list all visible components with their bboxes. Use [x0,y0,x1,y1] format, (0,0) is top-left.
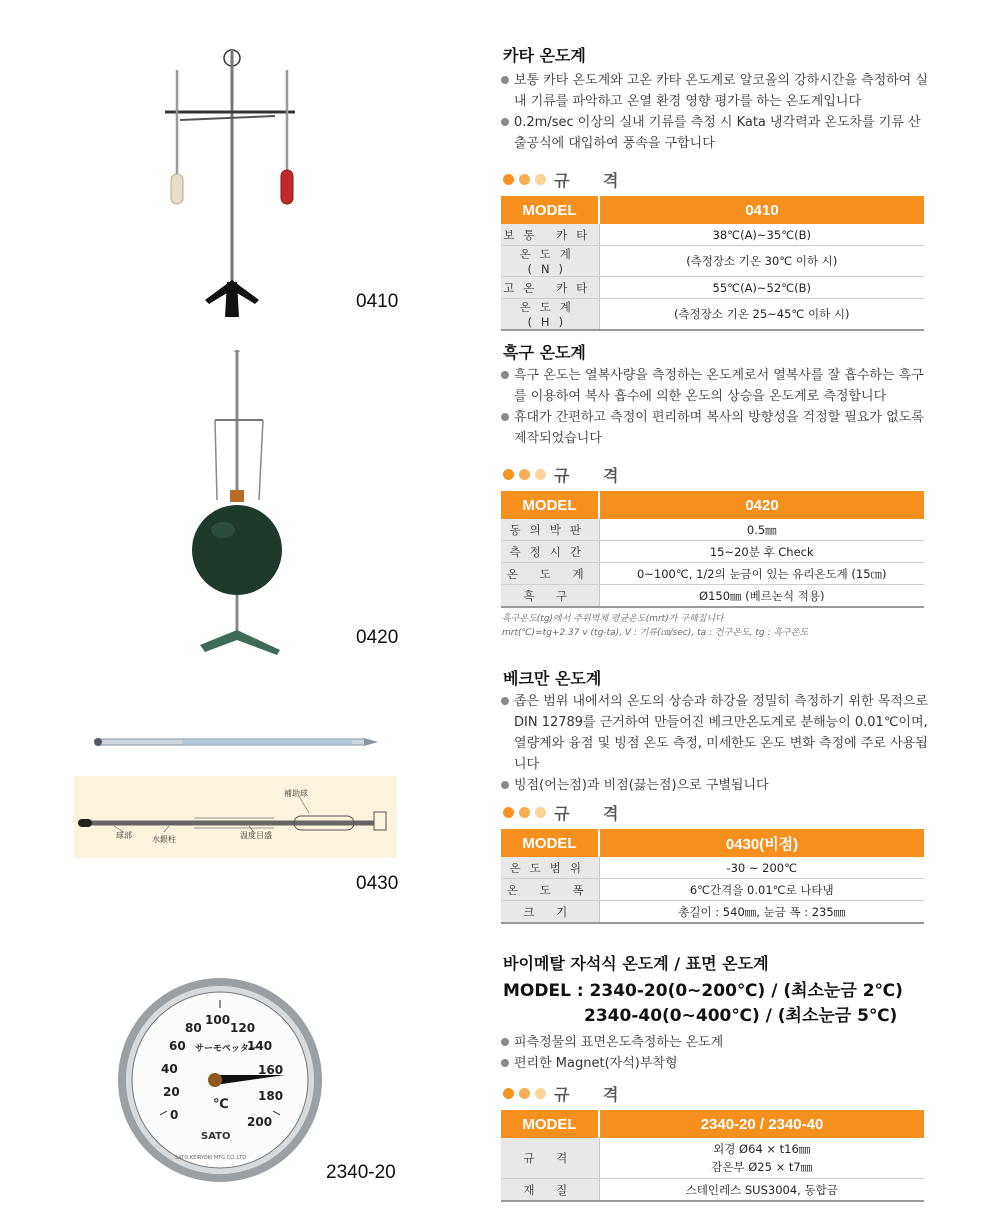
bullets-0430 [500,691,930,796]
row-value-line: 외경 Ø64 × t16㎜ [713,1142,811,1156]
gauge-tick-40: 40 [161,1062,178,1076]
row-key: 온 도 계 [501,563,599,585]
beckmann-thermometer-image [92,732,382,752]
gauge-tick-20: 20 [163,1085,180,1099]
spec-table-0430 [501,829,924,924]
bullet-item: 보통 카타 온도계와 고온 카타 온도계로 알코올의 강하시간을 측정하여 실내 기류를 파악하고 온열 환경 영향 평가를 하는 온도계입니다 [500,70,930,112]
row-value: 6℃간격을 0.01℃로 나타냄 [599,879,924,901]
row-key: 흑 구 [501,585,599,608]
gauge-brand-text: サーモペッター [195,1044,258,1054]
bullet-item: 편리한 Magnet(자석)부착형 [500,1053,930,1074]
spec-table-2340 [501,1110,924,1202]
row-value: 38℃(A)~35℃(B) [599,224,924,246]
spec-table-0420 [501,491,924,608]
section-title-0430: 베크만 온도계 [503,669,602,688]
globe-thermometer-image [185,350,295,660]
gauge-tick-200: 200 [247,1115,273,1129]
note-line: 흑구온도(tg)에서 주위벽체 평균온도(mrt)가 구해집니다 [502,614,724,624]
section-title-2340: 바이메탈 자석식 온도계 / 표면 온도계 [503,954,769,973]
row-key: 동의박판 [501,519,599,541]
gauge-tick-60: 60 [169,1039,186,1053]
beckmann-diagram-panel [74,776,397,858]
spec-heading-2340 [503,1082,632,1104]
row-value: 55℃(A)~52℃(B) [599,277,924,299]
section-title-0410: 카타 온도계 [503,46,586,65]
section-title-0420: 흑구 온도계 [503,343,586,362]
bimetal-gauge-image [115,975,325,1185]
row-key: 온 도 폭 [501,879,599,901]
row-key: 고온 카타 [501,277,599,299]
gauge-logo: SATO [201,1131,231,1142]
spec-label: 규 격 [554,170,633,190]
spec-heading-0430 [503,801,632,823]
table-header: 0420 [599,491,924,519]
table-header: MODEL [501,1110,599,1138]
row-value [599,1138,924,1179]
bullets-2340 [500,1032,930,1074]
row-key: 온도계 (N) [501,246,599,277]
model-code-0430: 0430 [356,873,399,894]
table-header: MODEL [501,196,599,224]
row-value: 0~100℃, 1/2의 눈금이 있는 유리온도계 (15㎝) [599,563,924,585]
row-key: 규 격 [501,1138,599,1179]
model-code-0410: 0410 [356,291,399,312]
gauge-unit: ℃ [213,1097,229,1112]
table-header: 0410 [599,196,924,224]
row-value: 총길이 : 540㎜, 눈금 폭 : 235㎜ [599,901,924,924]
model-code-0420: 0420 [356,627,399,648]
row-key: 측정시간 [501,541,599,563]
bullet-item: 좁은 범위 내에서의 온도의 상승과 하강을 정밀히 측정하기 위한 목적으로 DIN 12789를 근거하여 만들어진 베크만온도계로 분해능이 0.01℃이며, 열량계와 융점 및 빙점 온도 측정, 미세한도 온도 변화 측정에 주로 사용됩니다 [500,691,930,775]
row-key: 온도계 (H) [501,299,599,331]
row-value: -30 ~ 200℃ [599,857,924,879]
spec-label: 규 격 [554,803,633,823]
spec-table-0410 [501,196,924,331]
gauge-tick-120: 120 [230,1021,256,1035]
model-line-2: 2340-40(0~400℃) / (최소눈금 5℃) [584,1006,898,1026]
spec-label: 규 격 [554,465,633,485]
row-key: 온도범위 [501,857,599,879]
spec-heading-0420 [503,463,632,485]
row-value: 15~20분 후 Check [599,541,924,563]
note-line: mrt(℃)=tg+2.37 v (tg-ta), V : 기류(㎝/sec), ta : 건구온도, tg : 흑구온도 [502,628,809,638]
row-value: 0.5㎜ [599,519,924,541]
gauge-tick-180: 180 [258,1089,284,1103]
diagram-label-bulb: 球部 [116,831,132,840]
bullet-item: 0.2m/sec 이상의 실내 기류를 측정 시 Kata 냉각력과 온도차를 기류 산출공식에 대입하여 풍속을 구합니다 [500,112,930,154]
spec-label: 규 격 [554,1084,633,1104]
table-header: 0430(비점) [599,829,924,857]
gauge-tick-100: 100 [205,1013,231,1027]
model-code-2340-20: 2340-20 [326,1162,396,1183]
diagram-label-mercury: 水銀柱 [152,835,176,844]
bullet-item: 빙점(어는점)과 비점(끓는점)으로 구별됩니다 [500,775,930,796]
model-line-1: MODEL : 2340-20(0~200℃) / (최소눈금 2℃) [503,981,903,1001]
row-key: 크 기 [501,901,599,924]
kata-thermometer-image [155,42,315,327]
row-value-line: 감온부 Ø25 × t7㎜ [711,1160,813,1174]
table-header: 2340-20 / 2340-40 [599,1110,924,1138]
bullets-0420 [500,365,930,449]
diagram-label-aux-bulb: 補助球 [284,789,308,798]
row-value: (측정장소 기온 30℃ 이하 시) [599,246,924,277]
diagram-label-scale: 温度目盛 [240,831,272,840]
formula-notes [502,612,808,640]
row-value: Ø150㎜ (베르논식 적용) [599,585,924,608]
bullets-0410 [500,70,930,154]
row-value: (측정장소 기온 25~45℃ 이하 시) [599,299,924,331]
gauge-tick-160: 160 [258,1063,284,1077]
bullet-item: 흑구 온도는 열복사량을 측정하는 온도계로서 열복사를 잘 흡수하는 흑구를 이용하여 복사 흡수에 의한 온도의 상승을 온도계로 측정합니다 [500,365,930,407]
table-header: MODEL [501,829,599,857]
gauge-tick-0: 0 [170,1108,179,1122]
gauge-tick-80: 80 [185,1021,202,1035]
bullet-item: 피측정물의 표면온도측정하는 온도계 [500,1032,930,1053]
table-header: MODEL [501,491,599,519]
row-key: 보통 카타 [501,224,599,246]
bullet-item: 휴대가 간편하고 측정이 편리하며 복사의 방향성을 걱정할 필요가 없도록 제작되었습니다 [500,407,930,449]
row-value: 스테인레스 SUS3004, 동합금 [599,1179,924,1202]
gauge-tick-140: 140 [247,1039,273,1053]
spec-heading-0410 [503,168,632,190]
row-key: 재 질 [501,1179,599,1202]
gauge-maker: SATO KEIRYOKI MFG.CO.,LTD. [175,1155,248,1161]
